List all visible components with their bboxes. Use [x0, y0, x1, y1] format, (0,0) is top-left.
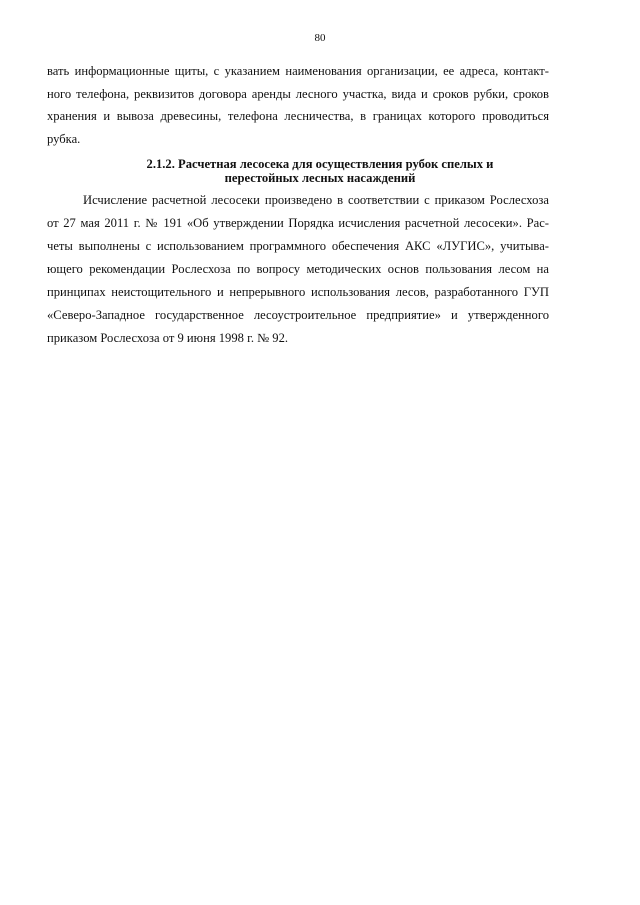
paragraph-line: «Северо-Западное государственное лесоустроительное предприятие» и утвержденного: [47, 308, 549, 322]
page-number: 80: [314, 32, 326, 44]
paragraph-line: ного телефона, реквизитов договора аренды лесного участка, вида и сроков рубки, сроков: [47, 87, 549, 101]
paragraph-line: четы выполнены с использованием программного обеспечения АКС «ЛУГИС», учитыва-: [47, 239, 549, 253]
paragraph-line: от 27 мая 2011 г. № 191 «Об утверждении Порядка исчисления расчетной лесосеки». Рас-: [47, 216, 549, 230]
paragraph-line: хранения и вывоза древесины, телефона лесничества, в границах которого проводиться: [47, 109, 549, 123]
paragraph-line: рубка.: [47, 132, 81, 146]
section-heading-line-1: 2.1.2. Расчетная лесосека для осуществления рубок спелых и: [146, 157, 494, 171]
section-heading-line-2: перестойных лесных насаждений: [224, 171, 416, 185]
paragraph-line: принципах неистощительного и непрерывного использования лесов, разработанного ГУП: [47, 285, 549, 299]
paragraph-line: ющего рекомендации Рослесхоза по вопросу методических основ пользования лесом на: [47, 262, 549, 276]
paragraph-line: Исчисление расчетной лесосеки произведено в соответствии с приказом Рослесхоза: [83, 193, 549, 207]
paragraph-line: вать информационные щиты, с указанием наименования организации, ее адреса, контакт-: [47, 64, 549, 78]
paragraph-line: приказом Рослесхоза от 9 июня 1998 г. № 92.: [47, 331, 289, 345]
